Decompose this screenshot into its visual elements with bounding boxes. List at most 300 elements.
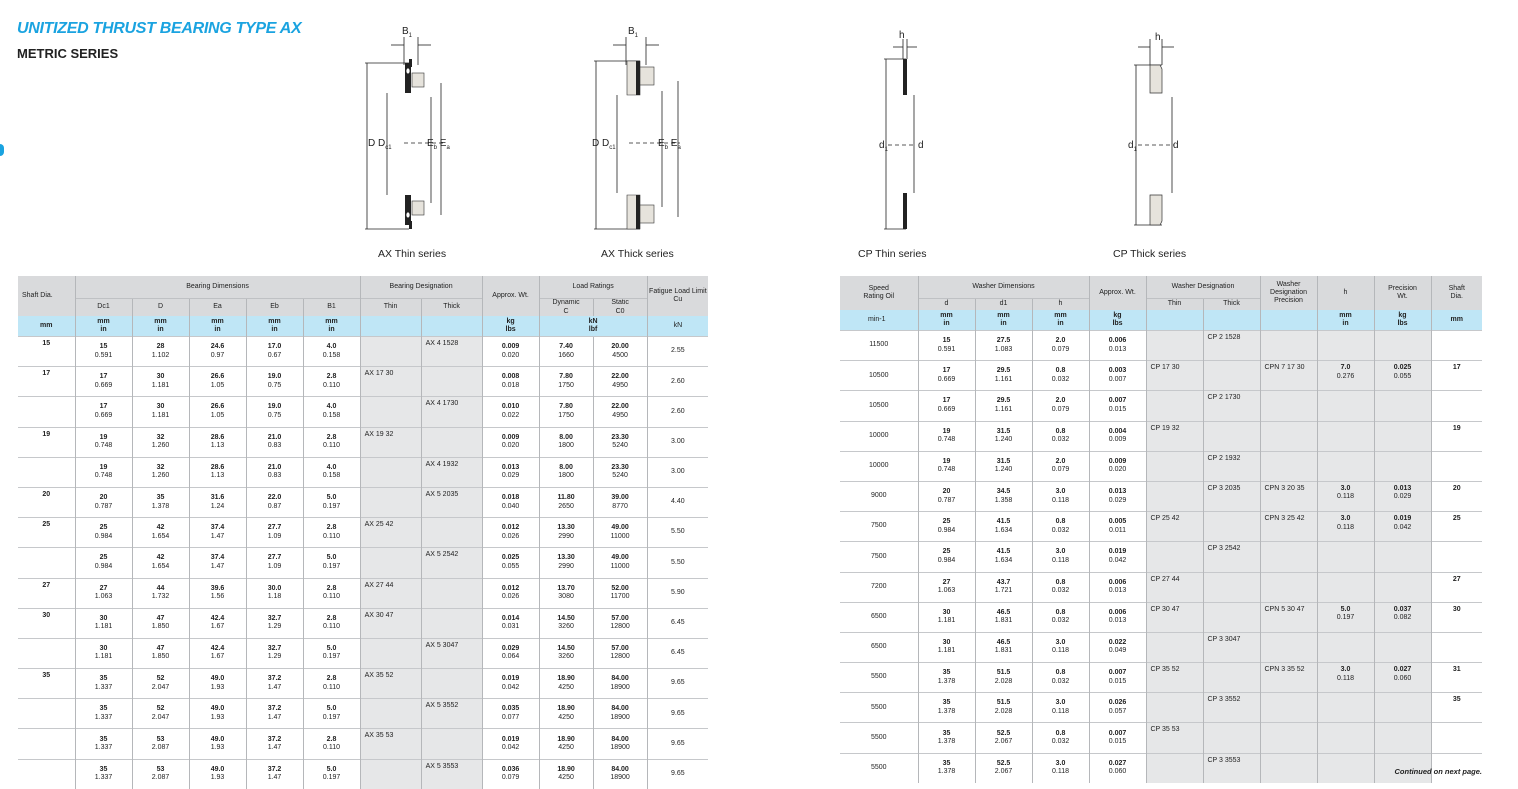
- cell-c0: 84.00 18900: [593, 729, 647, 759]
- cell-thin: [1146, 693, 1203, 723]
- cell-pwt: [1374, 542, 1431, 572]
- table-row: [18, 578, 708, 608]
- cell-speed: 5500: [840, 693, 918, 723]
- cell-c: 8.00 1800: [539, 427, 593, 457]
- cell-eb: 32.7 1.29: [246, 638, 303, 668]
- cell-d: 53 2.087: [132, 729, 189, 759]
- table-row: [840, 723, 1482, 753]
- cell-cu: 3.00: [647, 457, 708, 487]
- cell-cu: 5.90: [647, 578, 708, 608]
- cell-eb: 21.0 0.83: [246, 427, 303, 457]
- table-row: [840, 391, 1482, 421]
- cell-wt: 0.005 0.011: [1089, 512, 1146, 542]
- cell-h: 3.0 0.118: [1032, 632, 1089, 662]
- cell-thin: AX 30 47: [360, 608, 421, 638]
- cell-wt: 0.003 0.007: [1089, 361, 1146, 391]
- cell-h2: [1317, 421, 1374, 451]
- cell-precision: [1260, 753, 1317, 783]
- cell-dc1: 35 1.337: [75, 699, 132, 729]
- col-fatigue: Fatigue Load Limit Cu: [647, 276, 708, 316]
- cell-d1: 27.5 1.083: [975, 331, 1032, 361]
- unit-shaft: mm: [18, 316, 75, 337]
- page-subtitle: METRIC SERIES: [17, 46, 119, 61]
- cell-wt: 0.025 0.055: [482, 548, 539, 578]
- col-d: D: [132, 299, 189, 317]
- cell-wt: 0.013 0.029: [1089, 481, 1146, 511]
- cell-d1: 46.5 1.831: [975, 602, 1032, 632]
- cell-speed: 5500: [840, 753, 918, 783]
- col-approx-wt-r: Approx. Wt.: [1089, 276, 1146, 310]
- cell-d1: 41.5 1.634: [975, 542, 1032, 572]
- cell-thick: [421, 608, 482, 638]
- cell-thin: CP 35 52: [1146, 663, 1203, 693]
- col-shaft-dia: Shaft Dia.: [18, 276, 75, 316]
- cell-h: 0.8 0.032: [1032, 421, 1089, 451]
- cell-shaft: 25: [1431, 512, 1482, 542]
- cell-thin: [1146, 331, 1203, 361]
- cell-thick: CP 3 2542: [1203, 542, 1260, 572]
- table-row: [840, 421, 1482, 451]
- col-precision-wt: Precision Wt.: [1374, 276, 1431, 310]
- cell-precision: [1260, 331, 1317, 361]
- cell-dc1: 15 0.591: [75, 337, 132, 367]
- cell-h: 2.0 0.079: [1032, 391, 1089, 421]
- cell-eb: 17.0 0.67: [246, 337, 303, 367]
- cell-h2: 3.0 0.118: [1317, 663, 1374, 693]
- cell-h2: 7.0 0.276: [1317, 361, 1374, 391]
- cell-wt: 0.029 0.064: [482, 638, 539, 668]
- cell-d: 28 1.102: [132, 337, 189, 367]
- cell-thin: [360, 487, 421, 517]
- cell-d: 35 1.378: [918, 663, 975, 693]
- cell-speed: 10000: [840, 451, 918, 481]
- cell-pwt: [1374, 421, 1431, 451]
- cell-h: 0.8 0.032: [1032, 572, 1089, 602]
- cell-d: 35 1.378: [918, 693, 975, 723]
- unit-shaft-r: mm: [1431, 310, 1482, 331]
- col-washer-dimensions: Washer Dimensions: [918, 276, 1089, 299]
- cell-d: 17 0.669: [918, 361, 975, 391]
- cell-c: 13.30 2990: [539, 548, 593, 578]
- col-thick: Thick: [421, 299, 482, 317]
- cell-shaft: [1431, 542, 1482, 572]
- cell-thin: [360, 457, 421, 487]
- cell-d: 44 1.732: [132, 578, 189, 608]
- cell-thin: [360, 548, 421, 578]
- unit-dc1: mm in: [75, 316, 132, 337]
- cell-dc1: 25 0.984: [75, 548, 132, 578]
- col-static: Static C0: [593, 299, 647, 317]
- cell-precision: [1260, 572, 1317, 602]
- cell-pwt: [1374, 572, 1431, 602]
- cell-speed: 7200: [840, 572, 918, 602]
- cell-d1: 46.5 1.831: [975, 632, 1032, 662]
- cell-b1: 2.8 0.110: [303, 729, 360, 759]
- cell-thick: CP 3 3047: [1203, 632, 1260, 662]
- cell-d: 35 1.378: [918, 723, 975, 753]
- cell-thick: CP 3 3552: [1203, 693, 1260, 723]
- cell-wt: 0.018 0.040: [482, 487, 539, 517]
- col-eb: Eb: [246, 299, 303, 317]
- cell-speed: 7500: [840, 512, 918, 542]
- ax-thin-caption: AX Thin series: [378, 248, 447, 260]
- cell-h: 3.0 0.118: [1032, 481, 1089, 511]
- col-dynamic: Dynamic C: [539, 299, 593, 317]
- table-row: [18, 487, 708, 517]
- col-h-r: h: [1032, 299, 1089, 311]
- cell-thick: CP 2 1730: [1203, 391, 1260, 421]
- cell-d: 53 2.087: [132, 759, 189, 789]
- cell-thin: CP 30 47: [1146, 602, 1203, 632]
- cell-d: 52 2.047: [132, 699, 189, 729]
- cell-cu: 9.65: [647, 729, 708, 759]
- cell-cu: 6.45: [647, 608, 708, 638]
- cell-c: 13.30 2990: [539, 518, 593, 548]
- cell-thick: [1203, 572, 1260, 602]
- cell-dc1: 35 1.337: [75, 729, 132, 759]
- cell-ea: 28.6 1.13: [189, 427, 246, 457]
- cell-pwt: [1374, 331, 1431, 361]
- cell-d1: 29.5 1.161: [975, 391, 1032, 421]
- cell-pwt: 0.013 0.029: [1374, 481, 1431, 511]
- cell-c0: 49.00 11000: [593, 548, 647, 578]
- table-row: [840, 542, 1482, 572]
- cell-b1: 5.0 0.197: [303, 548, 360, 578]
- cell-shaft: [1431, 451, 1482, 481]
- col-dc1: Dc1: [75, 299, 132, 317]
- cell-c: 8.00 1800: [539, 457, 593, 487]
- cell-h2: [1317, 753, 1374, 783]
- label-h-thick: h: [1155, 32, 1161, 43]
- cell-d1: 41.5 1.634: [975, 512, 1032, 542]
- cell-speed: 6500: [840, 632, 918, 662]
- cell-thin: [1146, 391, 1203, 421]
- cell-h2: [1317, 572, 1374, 602]
- cell-b1: 4.0 0.158: [303, 397, 360, 427]
- cell-c: 18.90 4250: [539, 759, 593, 789]
- cell-precision: [1260, 693, 1317, 723]
- cell-d: 52 2.047: [132, 669, 189, 699]
- cell-thin: AX 25 42: [360, 518, 421, 548]
- cell-b1: 2.8 0.110: [303, 367, 360, 397]
- cell-c0: 57.00 12800: [593, 608, 647, 638]
- unit-pwt-r: kg lbs: [1374, 310, 1431, 331]
- cell-precision: CPN 3 35 52: [1260, 663, 1317, 693]
- cell-eb: 19.0 0.75: [246, 367, 303, 397]
- table-row: [18, 759, 708, 789]
- cell-shaft: [18, 638, 75, 668]
- cell-thin: CP 35 53: [1146, 723, 1203, 753]
- table-row: [18, 608, 708, 638]
- cell-d: 30 1.181: [132, 367, 189, 397]
- unit-eb: mm in: [246, 316, 303, 337]
- cell-h: 2.0 0.079: [1032, 451, 1089, 481]
- cell-wt: 0.009 0.020: [482, 337, 539, 367]
- cell-d: 32 1.260: [132, 457, 189, 487]
- cell-h: 0.8 0.032: [1032, 602, 1089, 632]
- cell-eb: 22.0 0.87: [246, 487, 303, 517]
- cell-h: 3.0 0.118: [1032, 542, 1089, 572]
- cell-ea: 37.4 1.47: [189, 548, 246, 578]
- cell-wt: 0.007 0.015: [1089, 663, 1146, 693]
- cell-shaft: 20: [1431, 481, 1482, 511]
- cell-thin: [360, 699, 421, 729]
- cell-pwt: 0.037 0.082: [1374, 602, 1431, 632]
- cell-wt: 0.019 0.042: [482, 669, 539, 699]
- cell-h2: 5.0 0.197: [1317, 602, 1374, 632]
- cell-d: 25 0.984: [918, 512, 975, 542]
- cell-wt: 0.006 0.013: [1089, 331, 1146, 361]
- col-approx-wt: Approx. Wt.: [482, 276, 539, 316]
- cell-d1: 52.5 2.067: [975, 753, 1032, 783]
- cell-dc1: 17 0.669: [75, 397, 132, 427]
- cell-h2: [1317, 391, 1374, 421]
- cell-cu: 9.65: [647, 699, 708, 729]
- unit-thick-r: [1203, 310, 1260, 331]
- cell-pwt: 0.027 0.060: [1374, 663, 1431, 693]
- cell-wt: 0.012 0.026: [482, 578, 539, 608]
- ax-bearing-table: [18, 276, 708, 789]
- cell-d: 47 1.850: [132, 638, 189, 668]
- cell-precision: [1260, 391, 1317, 421]
- cell-thick: AX 4 1932: [421, 457, 482, 487]
- cell-speed: 10000: [840, 421, 918, 451]
- table-row: [18, 427, 708, 457]
- cell-wt: 0.036 0.079: [482, 759, 539, 789]
- cell-wt: 0.007 0.015: [1089, 723, 1146, 753]
- unit-load: kN lbf: [539, 316, 647, 337]
- label-d-dc1-thick: D $D_{c1}$: [592, 138, 616, 151]
- cell-b1: 2.8 0.110: [303, 518, 360, 548]
- cell-cu: 2.60: [647, 367, 708, 397]
- cp-thin-diagram: [860, 25, 940, 235]
- cell-c0: 57.00 12800: [593, 638, 647, 668]
- cell-thick: [421, 578, 482, 608]
- page-title: UNITIZED THRUST BEARING TYPE AX: [17, 20, 302, 37]
- cell-dc1: 25 0.984: [75, 518, 132, 548]
- cell-thin: AX 19 32: [360, 427, 421, 457]
- cell-shaft: 30: [1431, 602, 1482, 632]
- cell-shaft: 27: [1431, 572, 1482, 602]
- cell-d1: 29.5 1.161: [975, 361, 1032, 391]
- cell-thin: [1146, 451, 1203, 481]
- cell-h2: [1317, 632, 1374, 662]
- cell-thick: [1203, 663, 1260, 693]
- cell-d: 19 0.748: [918, 421, 975, 451]
- cell-shaft: 19: [1431, 421, 1482, 451]
- cell-speed: 9000: [840, 481, 918, 511]
- cell-d: 30 1.181: [132, 397, 189, 427]
- label-b1: $B_1$: [402, 26, 413, 39]
- cell-shaft: 35: [1431, 693, 1482, 723]
- cell-d1: 34.5 1.358: [975, 481, 1032, 511]
- cp-thin-caption: CP Thin series: [858, 248, 927, 260]
- cell-cu: 9.65: [647, 669, 708, 699]
- cell-pwt: [1374, 693, 1431, 723]
- cell-thin: [1146, 632, 1203, 662]
- col-shaft-dia-r: Shaft Dia.: [1431, 276, 1482, 310]
- cell-h2: [1317, 723, 1374, 753]
- cell-wt: 0.019 0.042: [1089, 542, 1146, 572]
- cell-d: 30 1.181: [918, 602, 975, 632]
- cell-precision: CPN 3 25 42: [1260, 512, 1317, 542]
- ax-thick-caption: AX Thick series: [601, 248, 674, 260]
- cell-thin: AX 35 53: [360, 729, 421, 759]
- cell-eb: 30.0 1.18: [246, 578, 303, 608]
- cell-pwt: 0.025 0.055: [1374, 361, 1431, 391]
- cell-cu: 9.65: [647, 759, 708, 789]
- cell-ea: 49.0 1.93: [189, 729, 246, 759]
- cell-ea: 24.6 0.97: [189, 337, 246, 367]
- cell-thick: [421, 427, 482, 457]
- cell-wt: 0.007 0.015: [1089, 391, 1146, 421]
- cell-ea: 26.6 1.05: [189, 397, 246, 427]
- cell-h2: [1317, 693, 1374, 723]
- cell-thin: [360, 638, 421, 668]
- cell-c0: 84.00 18900: [593, 669, 647, 699]
- unit-speed: min-1: [840, 310, 918, 331]
- cell-c: 18.90 4250: [539, 729, 593, 759]
- cell-h2: [1317, 451, 1374, 481]
- cell-c0: 84.00 18900: [593, 759, 647, 789]
- unit-thin-r: [1146, 310, 1203, 331]
- cell-dc1: 17 0.669: [75, 367, 132, 397]
- cell-d: 35 1.378: [132, 487, 189, 517]
- col-bearing-designation: Bearing Designation: [360, 276, 482, 299]
- cell-thin: [1146, 542, 1203, 572]
- cell-shaft: 20: [18, 487, 75, 517]
- cell-d: 42 1.654: [132, 518, 189, 548]
- cell-d: 30 1.181: [918, 632, 975, 662]
- cell-b1: 5.0 0.197: [303, 638, 360, 668]
- table-row: [840, 572, 1482, 602]
- cell-thick: [1203, 421, 1260, 451]
- cell-shaft: 15: [18, 337, 75, 367]
- cell-ea: 37.4 1.47: [189, 518, 246, 548]
- cell-h2: 3.0 0.118: [1317, 512, 1374, 542]
- cell-thin: [1146, 481, 1203, 511]
- cell-thick: AX 4 1730: [421, 397, 482, 427]
- label-b1-thick: $B_1$: [628, 26, 639, 39]
- cell-d1: 31.5 1.240: [975, 451, 1032, 481]
- cell-d1: 51.5 2.028: [975, 663, 1032, 693]
- cell-shaft: [18, 548, 75, 578]
- cell-d: 42 1.654: [132, 548, 189, 578]
- cell-dc1: 19 0.748: [75, 427, 132, 457]
- cell-thick: [421, 518, 482, 548]
- cell-cu: 5.50: [647, 548, 708, 578]
- cell-pwt: 0.019 0.042: [1374, 512, 1431, 542]
- cell-c0: 22.00 4950: [593, 397, 647, 427]
- cell-speed: 5500: [840, 663, 918, 693]
- table-row: [18, 457, 708, 487]
- cell-shaft: 30: [18, 608, 75, 638]
- unit-thin: [360, 316, 421, 337]
- label-d1-d-thin: $d_1$: [879, 140, 888, 153]
- unit-d1-r: mm in: [975, 310, 1032, 331]
- continued-note: Continued on next page.: [1394, 767, 1482, 776]
- cell-h: 0.8 0.032: [1032, 361, 1089, 391]
- cell-ea: 42.4 1.67: [189, 638, 246, 668]
- page-edge-marker: [0, 144, 4, 156]
- table-row: [840, 451, 1482, 481]
- col-d-r: d: [918, 299, 975, 311]
- cp-washer-table: [840, 276, 1482, 783]
- table-row: [840, 361, 1482, 391]
- cell-shaft: [18, 457, 75, 487]
- ax-thin-diagram: [355, 25, 465, 235]
- unit-wt: kg lbs: [482, 316, 539, 337]
- cell-thick: CP 3 3553: [1203, 753, 1260, 783]
- cell-eb: 19.0 0.75: [246, 397, 303, 427]
- cell-pwt: [1374, 391, 1431, 421]
- table-row: [18, 548, 708, 578]
- col-thick-r: Thick: [1203, 299, 1260, 311]
- col-ea: Ea: [189, 299, 246, 317]
- unit-fatigue: kN: [647, 316, 708, 337]
- cell-shaft: [1431, 723, 1482, 753]
- cell-d1: 51.5 2.028: [975, 693, 1032, 723]
- cell-cu: 3.00: [647, 427, 708, 457]
- cell-shaft: 19: [18, 427, 75, 457]
- cell-d: 20 0.787: [918, 481, 975, 511]
- table-row: [840, 663, 1482, 693]
- cell-b1: 2.8 0.110: [303, 669, 360, 699]
- cell-thin: CP 17 30: [1146, 361, 1203, 391]
- cell-dc1: 20 0.787: [75, 487, 132, 517]
- col-bearing-dimensions: Bearing Dimensions: [75, 276, 360, 299]
- cell-thin: [1146, 753, 1203, 783]
- cell-d: 25 0.984: [918, 542, 975, 572]
- cell-speed: 6500: [840, 602, 918, 632]
- cell-wt: 0.012 0.026: [482, 518, 539, 548]
- cell-cu: 6.45: [647, 638, 708, 668]
- cell-c0: 39.00 8770: [593, 487, 647, 517]
- cell-speed: 10500: [840, 361, 918, 391]
- cell-thick: CP 3 2035: [1203, 481, 1260, 511]
- cell-d: 35 1.378: [918, 753, 975, 783]
- cell-c0: 84.00 18900: [593, 699, 647, 729]
- col-d1-r: d1: [975, 299, 1032, 311]
- unit-h2-r: mm in: [1317, 310, 1374, 331]
- cell-b1: 4.0 0.158: [303, 337, 360, 367]
- cell-eb: 37.2 1.47: [246, 729, 303, 759]
- cell-thick: [1203, 361, 1260, 391]
- cell-c0: 52.00 11700: [593, 578, 647, 608]
- cell-thick: [421, 669, 482, 699]
- cell-h2: [1317, 331, 1374, 361]
- col-washer-designation: Washer Designation: [1146, 276, 1260, 299]
- cell-b1: 5.0 0.197: [303, 759, 360, 789]
- cell-c: 7.80 1750: [539, 367, 593, 397]
- cell-ea: 39.6 1.56: [189, 578, 246, 608]
- cell-precision: [1260, 632, 1317, 662]
- label-eb-ea: $E_b$ $E_a$: [427, 138, 450, 151]
- col-thin: Thin: [360, 299, 421, 317]
- cell-thick: [421, 729, 482, 759]
- unit-ea: mm in: [189, 316, 246, 337]
- cell-thin: CP 27 44: [1146, 572, 1203, 602]
- cell-h: 0.8 0.032: [1032, 663, 1089, 693]
- cp-thick-caption: CP Thick series: [1113, 248, 1187, 260]
- cell-dc1: 35 1.337: [75, 669, 132, 699]
- cell-thin: AX 35 52: [360, 669, 421, 699]
- cell-pwt: [1374, 723, 1431, 753]
- cell-shaft: [18, 759, 75, 789]
- cell-shaft: [1431, 331, 1482, 361]
- cell-precision: [1260, 421, 1317, 451]
- cell-dc1: 27 1.063: [75, 578, 132, 608]
